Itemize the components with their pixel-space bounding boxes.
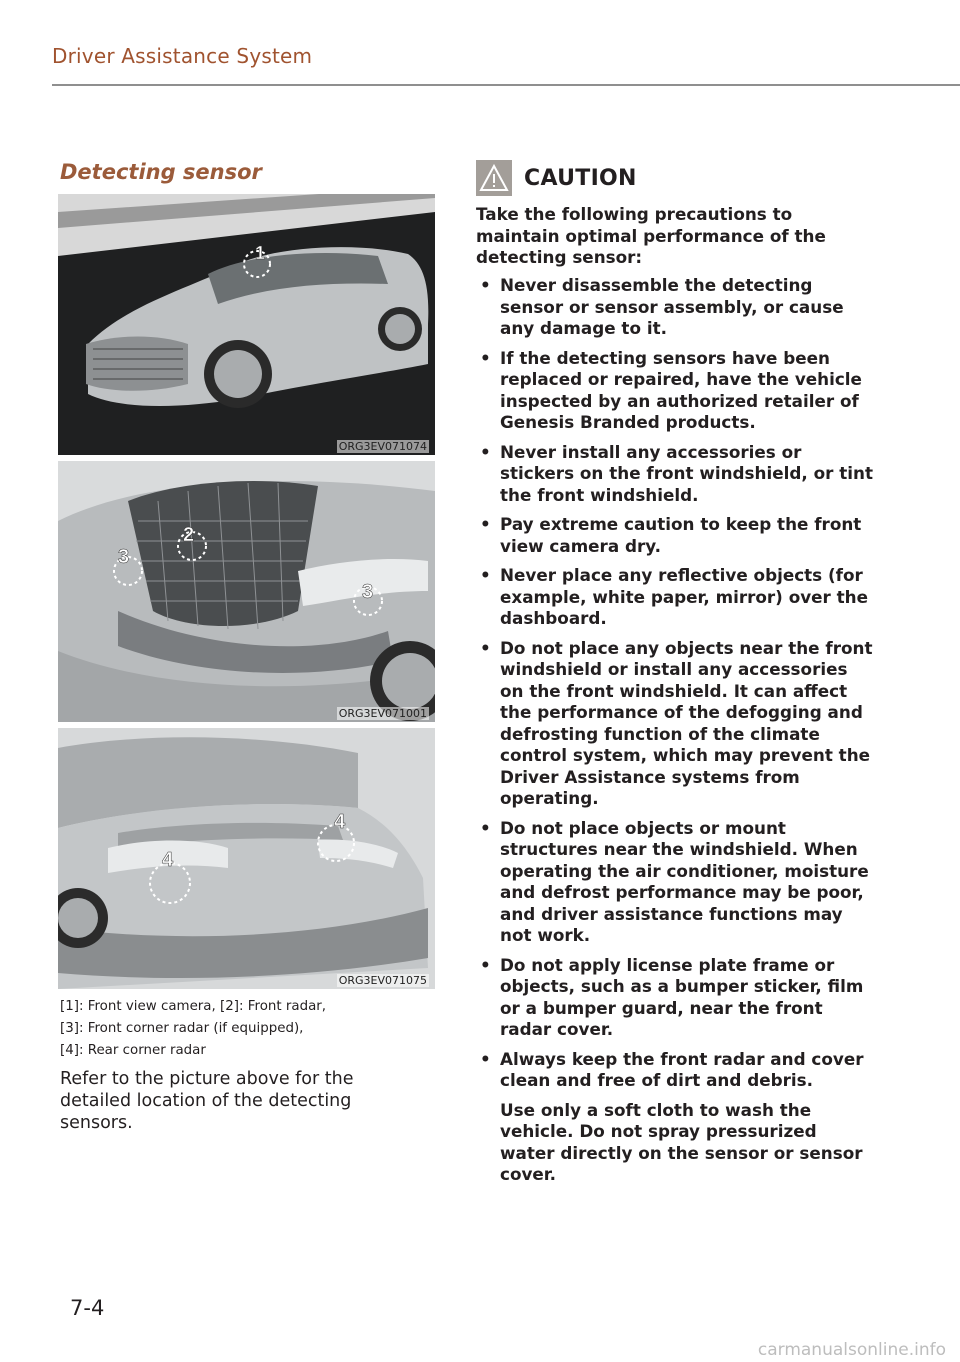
- list-item: • Do not place objects or mount structures near the windshield. When operating the air conditioner, moisture and defrost performance may be poor, and driver assistance functions may not work.: [480, 817, 869, 945]
- marker-2-label: 2: [183, 524, 195, 546]
- car-front-illustration: [58, 461, 435, 722]
- list-item: • If the detecting sensors have been replaced or repaired, have the vehicle inspected by an authorized retailer of Genesis Branded products.: [480, 347, 862, 432]
- caution-intro: Take the following precautions to maintain optimal performance of the detecting sensor:: [476, 204, 826, 267]
- figure-front-camera: [58, 194, 435, 455]
- marker-3-right-label: 3: [362, 581, 374, 603]
- body-paragraph: Refer to the picture above for the detailed location of the detecting sensors.: [60, 1069, 354, 1133]
- marker-3-left-label: 3: [118, 546, 130, 568]
- caution-title: CAUTION: [524, 166, 637, 191]
- section-title: Detecting sensor: [60, 160, 262, 184]
- figure-code: ORG3EV071001: [338, 707, 427, 720]
- list-item: • Always keep the front radar and cover clean and free of dirt and debris. Use only a soft cloth to wash the vehicle. Do not spray pressurized water directly on the sensor or sensor cover.: [476, 1049, 876, 1186]
- legend-line: [1]: Front view camera, [2]: Front radar,: [60, 999, 327, 1014]
- caution-list: [476, 275, 876, 1194]
- figure-rear-radar: [58, 728, 435, 989]
- figure-code: ORG3EV071074: [338, 440, 427, 453]
- header-divider: [52, 84, 960, 86]
- chapter-header: Driver Assistance System: [52, 44, 313, 68]
- figure-legend: [60, 996, 326, 1062]
- warning-triangle-icon: [476, 160, 512, 196]
- list-item: • Pay extreme caution to keep the front view camera dry.: [480, 514, 862, 556]
- figure-front-radar: [58, 461, 435, 722]
- figure-code: ORG3EV071075: [338, 974, 427, 987]
- marker-1-label: 1: [255, 243, 266, 263]
- list-item: • Never disassemble the detecting sensor or sensor assembly, or cause any damage to it.: [480, 275, 844, 338]
- car-side-illustration: [58, 194, 435, 455]
- car-rear-illustration: [58, 728, 435, 989]
- list-item: • Do not apply license plate frame or objects, such as a bumper sticker, film or a bumper guard, near the front radar cover.: [480, 954, 864, 1039]
- legend-line: [4]: Rear corner radar: [60, 1043, 206, 1058]
- list-item: • Do not place any objects near the front windshield or install any accessories on the front windshield. It can affect the performance of the defogging and defrosting function of the climate control system, which may prevent the Driver Assistance systems from operating.: [480, 637, 873, 808]
- watermark: carmanualsonline.info: [757, 1340, 946, 1360]
- page-number: 7-4: [70, 1296, 105, 1320]
- list-item: • Never install any accessories or stickers on the front windshield, or tint the front windshield.: [480, 441, 873, 505]
- marker-4-left-label: 4: [162, 849, 174, 871]
- legend-line: [3]: Front corner radar (if equipped),: [60, 1021, 304, 1036]
- list-item: • Never place any reflective objects (for example, white paper, mirror) over the dashboard.: [480, 565, 869, 628]
- list-item-note: Use only a soft cloth to wash the vehicle. Do not spray pressurized water directly on the sensor or sensor cover.: [500, 1099, 863, 1184]
- marker-4-right-label: 4: [334, 811, 346, 833]
